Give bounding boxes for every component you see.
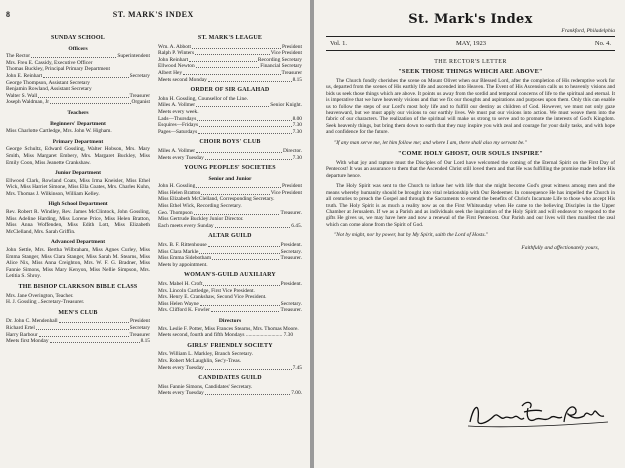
entry-role: President [281, 183, 302, 190]
entry-name: Albert Hey [158, 69, 183, 76]
letter-title: THE RECTOR'S LETTER [434, 59, 507, 65]
entry-role: Organist [131, 99, 150, 106]
entry-role: Treasurer [281, 69, 302, 76]
entry-role: Vice President [270, 50, 302, 57]
entry-role: Secretary [129, 324, 150, 331]
directory-entry [158, 155, 302, 162]
directory-entry [158, 57, 302, 64]
dot-leader [196, 63, 260, 68]
directory-entry [158, 44, 302, 51]
section-heading: YOUNG PEOPLES' SOCIETIES [184, 165, 276, 172]
entry-name: Meets every Tuesday [158, 390, 204, 397]
entry-role: President [129, 318, 150, 325]
directory-text: Miss Charlotte Cartledge, Mrs. John W. Higham. [6, 128, 112, 135]
entry-role: President [281, 43, 302, 50]
directory-entry [158, 122, 302, 129]
directory-entry [6, 332, 150, 339]
subsection-heading: Teachers [67, 109, 89, 116]
entry-name: Miles A. Vollmer [158, 102, 196, 109]
directory-column-2 [158, 31, 302, 397]
entry-role: Superintendent [117, 53, 150, 60]
directory-entry [158, 70, 302, 77]
directory-entry [158, 255, 302, 262]
subsection-heading: Officers [68, 45, 88, 52]
dot-leader [212, 255, 279, 260]
entry-name: Meets second Monday [158, 76, 207, 83]
dot-leader [215, 223, 291, 228]
masthead-title: St. Mark's Index [408, 12, 533, 27]
directory-text: Mrs. Robert McLaughlin, Sec'y-Treas. [158, 357, 242, 364]
entry-role: 7.00. [291, 390, 302, 397]
directory-text: Miss Fannie Simons, Candidates' Secretary. [158, 383, 253, 390]
directory-text: Miss Ethel Wick, Recording Secretary. [158, 203, 242, 210]
subsection-heading: Senior and Junior [208, 175, 252, 182]
volume-label: Vol. 1. [330, 40, 348, 47]
entry-name: Meets first Monday [6, 338, 49, 345]
section-heading: ORDER OF SIR GALAHAD [190, 87, 270, 94]
issue-number: No. 4. [594, 40, 611, 47]
subsection-heading: Junior Department [54, 170, 102, 177]
section-heading: ALTAR GUILD [208, 233, 252, 240]
entry-role: Secretary [129, 72, 150, 79]
directory-entry [158, 77, 302, 84]
entry-role: Senior Knight. [270, 102, 302, 109]
entry-name: Walter S. Wall [6, 92, 38, 99]
directory-entry [158, 223, 302, 230]
directory-text: Mrs. Lincoln Cartledge, First Vice President. [158, 287, 255, 294]
entry-role: 8.00 [292, 115, 302, 122]
left-running-head [6, 10, 302, 19]
directory-entry [6, 53, 150, 60]
entry-role: 6.45. [291, 222, 302, 229]
directory-text: H. J. Gossling ..Secretary-Treasurer. [6, 299, 85, 306]
heading-seek-things-above: "SEEK THOSE THINGS WHICH ARE ABOVE" [398, 68, 543, 75]
entry-name: Miss Clara Markle [158, 248, 199, 255]
directory-entry [158, 148, 302, 155]
directory-text: George Schultz, Edward Gossling, Walter Hobson, Mrs. Mary Smith, Miss Margaret Embery, Mrs. Margaret Buckley, Miss Emily Coon, Miss Jeanette Crankshaw. [6, 146, 150, 166]
entry-role: 7.30 [292, 154, 302, 161]
dot-leader [211, 307, 280, 312]
entry-role: Financial Secretary [260, 63, 302, 70]
directory-text: Miss Gertrude Buckley Junior Director. [158, 216, 244, 223]
entry-role: 7.45 [292, 364, 302, 371]
directory-entry [158, 390, 302, 397]
dot-leader [196, 102, 269, 107]
entry-name: Meets every Tuesday [158, 154, 204, 161]
entry-name: Miles A. Vollmer [158, 147, 196, 154]
directory-text: Ellwood Clark, Rowland Coats, Miss Irma Kneisler, Miss Ethel Wick, Miss Harriet Simone, Miss Ella Coates, Mrs. Charles Kuhn, Mrs. Thomas J. Wilkinson, William Kelley. [6, 177, 150, 197]
dot-leader [43, 73, 129, 78]
directory-columns [6, 31, 302, 397]
directory-entry [158, 50, 302, 57]
entry-role: Secretary. [280, 300, 302, 307]
dot-leader [203, 281, 279, 286]
dot-leader [201, 190, 270, 195]
entry-role: 7.30 [292, 122, 302, 129]
dot-leader [196, 148, 282, 153]
dot-leader [199, 122, 291, 127]
entry-name: John E. Reinhart [6, 72, 43, 79]
pentecost-paragraph-2: The Holy Spirit was sent to the Church to infuse her with life that she might become God's great witness among men and the means whereby humanity should be brought into vital relationship with Our Redeemer. In consequence He has impelled the Church in all centuries to preach the Gospel and through the Sacraments to extend the benefits of Christ's Incarnate Life to those who accept His truth. The Holy Spirit is as much a reality now as on the First Whitsunday when He came to the believing Disciples in the Upper Chamber at Jerusalem. If we as a Parish and as individuals seek the inspiration of the Holy Spirit and will endeavor to respond to the gifts He gives us, we may have here and now a renewal of the First Pentecost. Our Parish and our lives will then manifest the zeal which can come alone from the Spirit of God. [326, 183, 615, 228]
issue-line [326, 39, 615, 48]
directory-text: Mrs. Jane Overington, Teacher. [6, 292, 74, 299]
directory-text: Miss Elizabeth McClelland, Corresponding Secretary. [158, 196, 275, 203]
entry-role: Treasurer [129, 331, 150, 338]
entry-name: John Reinhart [158, 56, 189, 63]
masthead-rule-top [326, 36, 615, 37]
entry-name: Richard Ertel [6, 324, 35, 331]
entry-name: Esquires—Fridays [158, 122, 199, 129]
dot-leader [31, 53, 116, 58]
directory-text: John Settle, Mrs. Bertha Wilbraham, Miss Agnes Curley, Miss Emma Stanger, Miss Clara Stanger, Miss Sarah M. Stearns, Miss Alice Nix, Miss Anna Creighton, Mrs. W. F. G. Bradner, Miss Fannie Simons, Miss Mary Kenyon, Miss Nellie Simpson, Mrs. Letitia S. Shroy. [6, 247, 150, 280]
directory-text: Meets second, fourth and fifth Mondays ........................... 7.30 [158, 332, 294, 339]
right-page [314, 0, 625, 468]
dot-leader [189, 57, 257, 62]
entry-name: Dr. John C. Mendenhall [6, 318, 58, 325]
entry-name: Miss Helen Wayne [158, 300, 199, 307]
entry-name: Meets every Tuesday [158, 364, 204, 371]
section-heading: THE BISHOP CLARKSON BIBLE CLASS [18, 284, 138, 290]
pentecost-paragraph-1: With what joy and rapture must the Disciples of Our Lord have welcomed the coming of the Eternal Spirit on the First Day of Pentecost! It was an assurance to them that the Ascended Christ still loved them and that He was fulfilling the promise made before His departure hence. [326, 160, 615, 179]
subsection-heading: High School Department [48, 201, 108, 208]
directory-text: John H. Gossling, Counsellor of the Line. [158, 95, 248, 102]
entry-name: Mrs. Clifford K. Fowler [158, 307, 210, 314]
directory-entry [6, 99, 150, 106]
directory-entry [158, 281, 302, 288]
directory-entry [6, 93, 150, 100]
dot-leader [197, 116, 291, 121]
entry-name: Pages—Saturdays [158, 128, 198, 135]
directory-entry [158, 116, 302, 123]
dot-leader [198, 129, 291, 134]
serve-me-quote: "If any man serve me, let him follow me; and where I am, there shall also my servant be." [334, 139, 527, 146]
dot-leader [38, 93, 128, 98]
entry-role: Secretary. [280, 248, 302, 255]
entry-name: Ralph P. Winters [158, 50, 195, 57]
directory-entry [158, 249, 302, 256]
entry-name: Lads—Thursdays [158, 115, 197, 122]
entry-name: Miss Emma Sidebotham [158, 255, 212, 262]
entry-name: Ellwood Newton [158, 63, 195, 70]
directory-text: Mrs. Freu E. Cassidy, Executive Officer [6, 59, 93, 66]
entry-role: Vice President [270, 189, 302, 196]
dot-leader [208, 242, 280, 247]
directory-column-1 [6, 31, 150, 397]
dot-leader [195, 50, 270, 55]
dot-leader [205, 365, 292, 370]
dot-leader [59, 318, 129, 323]
directory-entry [158, 102, 302, 109]
directory-text: George Thompson, Assistant Secretary [6, 79, 90, 86]
directory-entry [158, 301, 302, 308]
directory-text: Thomas Buckley, Principal Primary Department [6, 66, 110, 73]
section-heading: ST. MARK'S LEAGUE [197, 35, 263, 41]
entry-name: Wm. A. Abbott [158, 43, 191, 50]
entry-name: Joseph Waldman, Jr [6, 99, 50, 106]
entry-role: Recording Secretary [257, 56, 302, 63]
directory-entry [6, 325, 150, 332]
dot-leader [39, 332, 129, 337]
entry-role: Treasurer. [280, 307, 302, 314]
dot-leader [194, 210, 280, 215]
section-heading: WOMAN'S-GUILD AUXILIARY [184, 272, 276, 279]
dot-leader [205, 155, 292, 160]
dot-leader [200, 301, 280, 306]
directory-entry [6, 318, 150, 325]
directory-entry [158, 63, 302, 70]
dot-leader [199, 249, 279, 254]
page-number: 8 [6, 10, 11, 19]
section-heading: MEN'S CLUB [58, 309, 98, 316]
subsection-heading: Directors [218, 317, 242, 324]
heading-come-holy-ghost: "COME HOLY GHOST, OUR SOULS INSPIRE" [397, 150, 544, 158]
directory-entry [158, 190, 302, 197]
directory-text: Rev. Robert R. Windley, Rev. James McClintock, John Gossling, Miss Adeline Harding, Miss Lorene Price, Miss Helen Bratton, Miss Anna Woffenden, Miss Edith Lott, Miss Elizabeth McClelland, Mrs. Sarah Griffin. [6, 209, 150, 235]
entry-name: Miss Helen Bratton [158, 189, 201, 196]
entry-role: Treasurer [129, 92, 150, 99]
directory-entry [158, 242, 302, 249]
entry-role: Treasurer. [280, 209, 302, 216]
dot-leader [196, 183, 281, 188]
entry-name: Each meets every Sunday [158, 222, 214, 229]
section-heading: CANDIDATES GUILD [198, 375, 262, 382]
spirit-quote: "Not by might, nor by power, but by My Spirit, saith the Lord of Hosts." [334, 232, 489, 239]
section-heading: CHOIR BOYS' CLUB [199, 139, 261, 146]
subsection-heading: Primary Department [52, 138, 104, 145]
entry-role: President. [280, 281, 302, 287]
running-title: ST. MARK'S INDEX [112, 10, 194, 19]
ascension-paragraph: The Church fondly cherishes the scene on Mount Olivet when our Blessed Lord, after the completion of His redemptive work for us, departed from the scenes of His earthly life and ascended into Heaven. The Event of His Ascension calls us to heavenly visions and bids us seek those things which are above. It points us away from the sordid and temporal concerns of life to the spiritual and eternal. It is imperative that we have heavenly visions and that we fix our thoughts and aspirations and purposes upon them. Only this can enable us to follow the steps of our Lord's most holy life and to fulfill our destiny as children of God. However, we must not only gaze heavenward, but we must apply our visions to our earthly lives. We must put our visions into action. We must weave them into the fabric of our characters. The realization of the spiritual will make us strong to serve and to promote the interests of God's Kingdom. Seek heavenly things, but bring them down to earth that they may inspire you with zeal and courage for your daily tasks, and with hope and confidence for the future. [326, 78, 615, 136]
directory-text: Mrs. William L. Markley, Branch Secretary. [158, 351, 253, 358]
directory-text: Meets every week. [158, 108, 199, 115]
directory-entry [158, 365, 302, 372]
entry-role: Director. [282, 147, 302, 154]
dot-leader [36, 325, 129, 330]
dot-leader [50, 338, 140, 343]
directory-entry [158, 210, 302, 217]
directory-text: Meets by appointment. [158, 261, 208, 268]
entry-name: John H. Gossling [158, 183, 196, 190]
directory-entry [158, 307, 302, 314]
entry-name: Harry Barbour [6, 331, 38, 338]
section-heading: SUNDAY SCHOOL [50, 35, 105, 41]
entry-role: 8.15 [140, 338, 150, 345]
directory-entry [158, 129, 302, 136]
closing-line: Faithfully and affectionately yours, [521, 244, 599, 251]
dot-leader [183, 70, 280, 75]
entry-name: Geo. Thompson [158, 209, 193, 216]
masthead-location: Frankford, Philadelphia [561, 28, 615, 34]
masthead-rule-bottom [326, 50, 615, 51]
entry-role: 8.15 [292, 76, 302, 83]
entry-role: Treasurer. [280, 255, 302, 262]
dot-leader [50, 99, 130, 104]
directory-entry [158, 183, 302, 190]
dot-leader [192, 44, 281, 49]
entry-role: 7.30 [292, 128, 302, 135]
subsection-heading: Advanced Department [50, 239, 106, 246]
entry-name: Mrs. Mabel H. Croft [158, 281, 203, 287]
issue-date: MAY, 1923 [455, 40, 486, 47]
dot-leader [208, 77, 292, 82]
entry-name: The Rector [6, 53, 31, 60]
directory-text: Mrs. Leslie F. Potter, Miss Frances Stearns, Mrs. Thomas Moore. [158, 325, 299, 332]
section-heading: GIRLS' FRIENDLY SOCIETY [187, 342, 273, 349]
directory-entry [6, 338, 150, 345]
rector-signature [464, 398, 614, 430]
directory-entry [6, 73, 150, 80]
entry-role: President. [280, 242, 302, 249]
entry-name: Mrs. B. F. Rittenhouse [158, 242, 207, 249]
left-page [0, 0, 310, 468]
directory-text: Mrs. Henry E. Crankshaw, Second Vice President. [158, 294, 267, 301]
directory-text: Benjamin Rowland, Assistant Secretary [6, 86, 92, 93]
subsection-heading: Beginners' Department [50, 120, 106, 127]
dot-leader [205, 390, 290, 395]
